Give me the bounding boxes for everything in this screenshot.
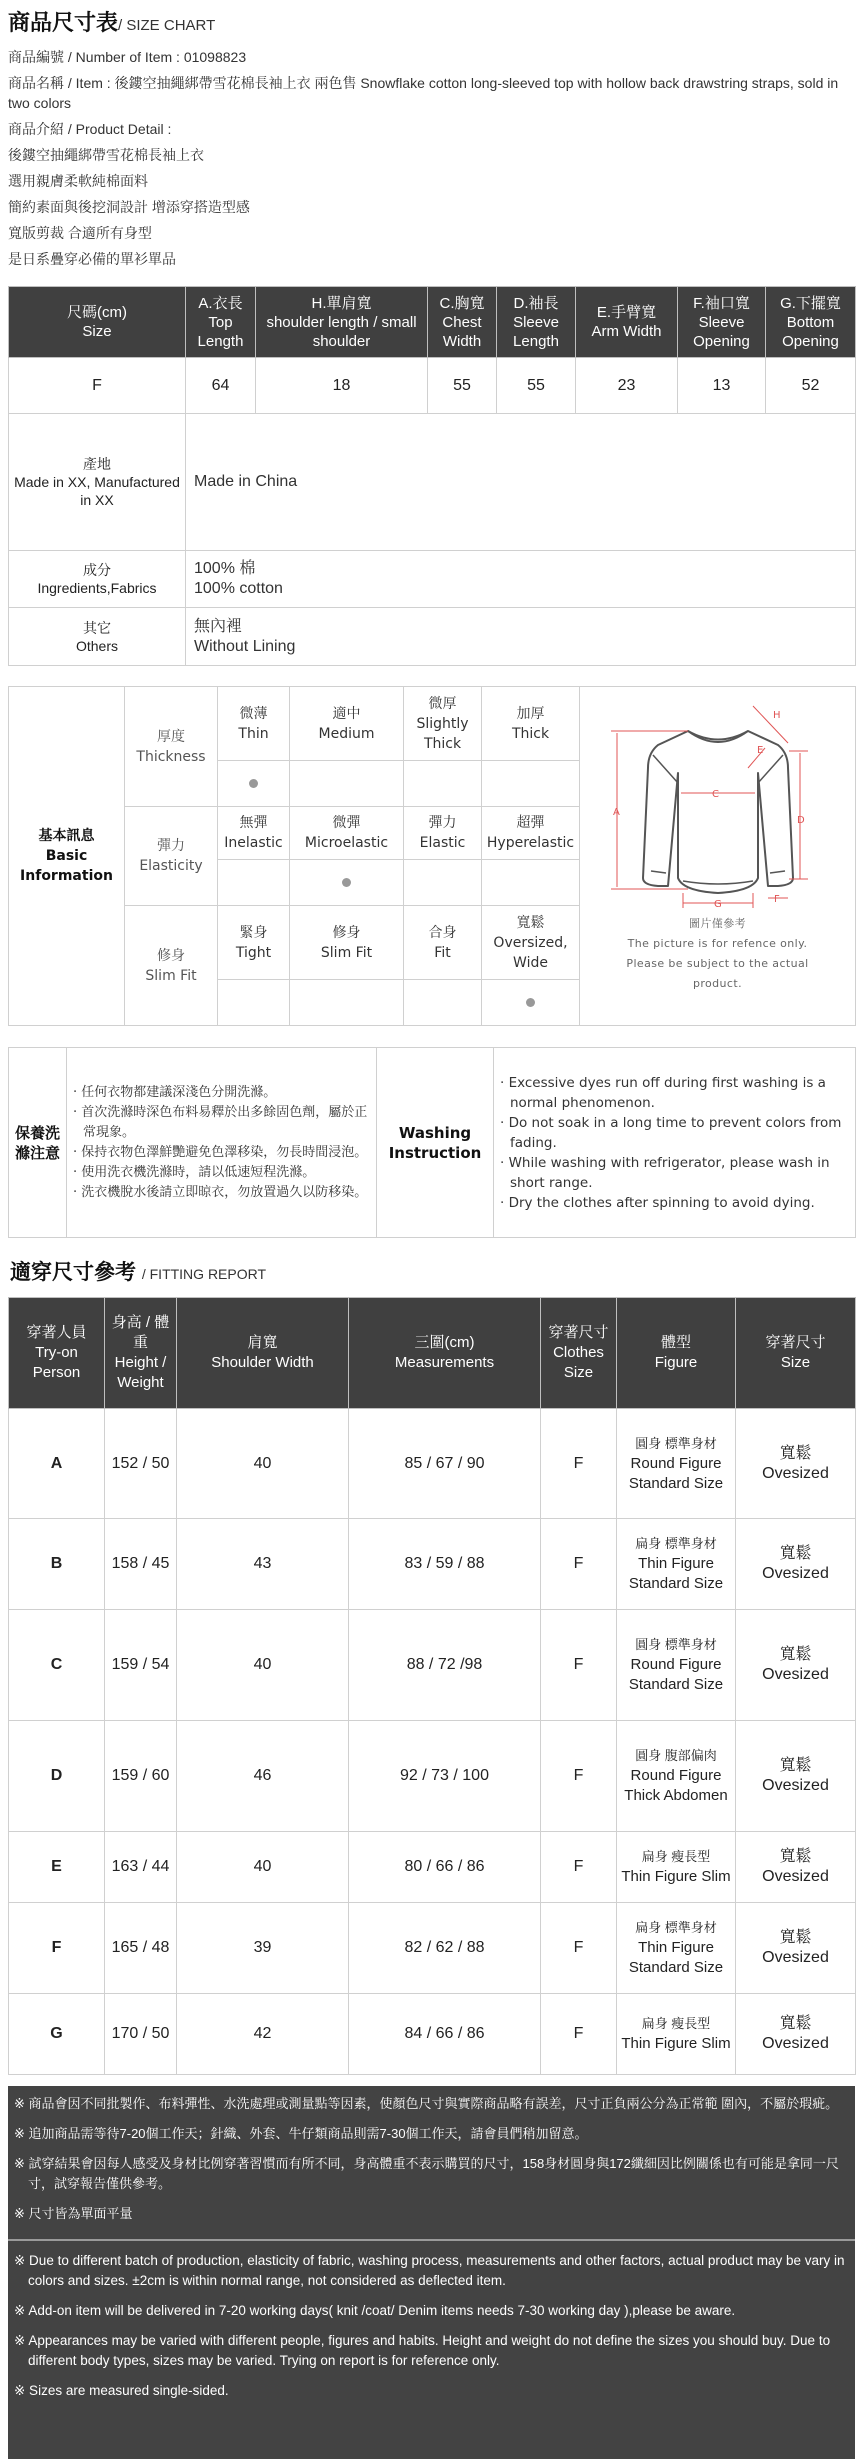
note-item: ※ 追加商品需等待7-20個工作天；針織、外套、牛仔類商品則需7-30個工作天，請會員們稍加留意。: [14, 2126, 588, 2141]
header-chest-width: C.胸寬 Chest Width: [428, 287, 497, 358]
note-item: ※ Sizes are measured single-sided.: [14, 2383, 229, 2398]
basic-info-table: [8, 686, 856, 1026]
header-size: 尺碼(cm) Size: [9, 287, 186, 358]
detail-line: 後鏤空抽繩綁帶雪花棉長袖上衣: [8, 147, 204, 163]
origin-label: 產地 Made in XX, Manufactured in XX: [9, 414, 186, 551]
measurement-diagram: [580, 687, 856, 1026]
fitting-row: A 152 / 50 40 85 / 67 / 90 F 圓身 標準身材 Round Figure Standard Size 寬鬆 Ovesized: [9, 1409, 856, 1519]
fitting-row: E 163 / 44 40 80 / 66 / 86 F 扁身 瘦長型 Thin Figure Slim 寬鬆 Ovesized: [9, 1832, 856, 1903]
notes-zh: [8, 2086, 855, 2241]
size-chart-table: [8, 286, 856, 666]
option-tight: 緊身 Tight: [218, 906, 290, 980]
thickness-selected-thin: [218, 761, 290, 807]
fit-selected-oversized: [482, 980, 580, 1026]
elasticity-selected-microelastic: [290, 860, 404, 906]
product-detail-label: 商品介紹 / Product Detail :: [8, 121, 172, 137]
svg-text:E: E: [756, 745, 763, 756]
others-value: 無內裡 Without Lining: [186, 608, 856, 666]
fabric-value: 100% 棉 100% cotton: [186, 551, 856, 608]
selected-dot-icon: [249, 779, 258, 788]
header-shoulder-width: 肩寬 Shoulder Width: [177, 1298, 349, 1409]
note-item: ※ Due to different batch of production, elasticity of fabric, washing process, measurements and other factors, actual product may be vary in colors and sizes. ±2cm is within normal range, not considered as deflected item.: [14, 2253, 845, 2288]
selected-dot-icon: [526, 998, 535, 1007]
fitting-row: B 158 / 45 43 83 / 59 / 88 F 扁身 標準身材 Thin Figure Standard Size 寬鬆 Ovesized: [9, 1519, 856, 1610]
cell-size: F: [9, 358, 186, 414]
svg-text:F: F: [773, 894, 780, 905]
option-oversized: 寬鬆 Oversized, Wide: [482, 906, 580, 980]
header-measurements: 三圍(cm) Measurements: [349, 1298, 541, 1409]
cell-sleeve-opening: 13: [678, 358, 766, 414]
washing-head-en: Washing Instruction: [377, 1048, 494, 1238]
cell-arm-width: 23: [576, 358, 678, 414]
note-item: ※ Appearances may be varied with different people, figures and habits. Height and weight do not define the sizes you should buy. Due to different body types, sizes may be varied. Trying on report is for reference only.: [14, 2333, 831, 2368]
item-number: 商品編號 / Number of Item : 01098823: [8, 49, 247, 65]
origin-value: Made in China: [186, 414, 856, 551]
option-thin: 微薄 Thin: [218, 687, 290, 761]
others-row: [9, 608, 856, 666]
header-sleeve-length: D.袖長 Sleeve Length: [497, 287, 576, 358]
fitting-header: [9, 1298, 856, 1409]
cell-shoulder: 18: [256, 358, 428, 414]
note-item: ※ Add-on item will be delivered in 7-20 working days( knit /coat/ Denim items needs 7-30 working day ),please be aware.: [14, 2303, 736, 2318]
notes-box: [8, 2086, 855, 2459]
cell-bottom-opening: 52: [766, 358, 856, 414]
header-bottom-opening: G.下擺寬 Bottom Opening: [766, 287, 856, 358]
detail-line: 是日系疊穿必備的單衫單品: [8, 251, 176, 267]
cell-sleeve-length: 55: [497, 358, 576, 414]
option-hyperelastic: 超彈 Hyperelastic: [482, 807, 580, 860]
header-sleeve-opening: F.袖口寬 Sleeve Opening: [678, 287, 766, 358]
svg-text:D: D: [796, 815, 805, 826]
others-label: 其它 Others: [9, 608, 186, 666]
cell-chest-width: 55: [428, 358, 497, 414]
basic-info-title: 基本訊息 Basic Information: [9, 687, 125, 1026]
category-slim-fit: 修身 Slim Fit: [125, 906, 218, 1026]
fitting-row: G 170 / 50 42 84 / 66 / 86 F 扁身 瘦長型 Thin Figure Slim 寬鬆 Ovesized: [9, 1994, 856, 2075]
washing-list-zh: · 任何衣物都建議深淺色分開洗滌。 · 首次洗滌時深色布料易釋於出多餘固色劑，屬於正常現象。 · 保持衣物色澤鮮艷避免色澤移染，勿長時間浸泡。 · 使用洗衣機洗滌時，請以低速短程洗滌。 · 洗衣機脫水後請立即晾衣，勿放置過久以防移染。: [67, 1048, 377, 1238]
detail-line: 寬版剪裁 合適所有身型: [8, 225, 152, 241]
option-thick: 加厚 Thick: [482, 687, 580, 761]
svg-text:G: G: [713, 899, 722, 908]
header-shoulder: H.單肩寬 shoulder length / small shoulder: [256, 287, 428, 358]
header-clothes-size: 穿著尺寸 Clothes Size: [541, 1298, 617, 1409]
fitting-row: F 165 / 48 39 82 / 62 / 88 F 扁身 標準身材 Thin Figure Standard Size 寬鬆 Ovesized: [9, 1903, 856, 1994]
washing-list-en: · Excessive dyes run off during first washing is a normal phenomenon. · Do not soak in a long time to prevent colors from fading. · While washing with refrigerator, please wash in short range. · Dry the clothes after spinning to avoid dying.: [494, 1048, 856, 1238]
svg-text:A: A: [612, 807, 620, 818]
cell-top-length: 64: [186, 358, 256, 414]
fitting-report-title: 適穿尺寸參考 / FITTING REPORT: [10, 1261, 267, 1284]
notes-en: [8, 2241, 855, 2401]
option-medium: 適中 Medium: [290, 687, 404, 761]
header-arm-width: E.手臂寬 Arm Width: [576, 287, 678, 358]
fitting-row: D 159 / 60 46 92 / 73 / 100 F 圓身 腹部偏肉 Round Figure Thick Abdomen 寬鬆 Ovesized: [9, 1721, 856, 1832]
option-slightly-thick: 微厚 Slightly Thick: [404, 687, 482, 761]
header-top-length: A.衣長 Top Length: [186, 287, 256, 358]
fabric-label: 成分 Ingredients,Fabrics: [9, 551, 186, 608]
size-chart-title: 商品尺寸表/ SIZE CHART: [8, 10, 216, 35]
category-thickness: 厚度 Thickness: [125, 687, 218, 807]
fitting-row: C 159 / 54 40 88 / 72 /98 F 圓身 標準身材 Round Figure Standard Size 寬鬆 Ovesized: [9, 1610, 856, 1721]
size-chart-header: [9, 287, 856, 358]
fitting-report-table: [8, 1297, 856, 2075]
option-microelastic: 微彈 Microelastic: [290, 807, 404, 860]
fabric-row: [9, 551, 856, 608]
note-item: ※ 尺寸皆為單面平量: [14, 2206, 133, 2221]
size-row: [9, 358, 856, 414]
item-name: 商品名稱 / Item : 後鏤空抽繩綁帶雪花棉長袖上衣 兩色售 Snowflake cotton long-sleeved top with hollow back drawstring straps, sold in two colors: [8, 75, 839, 111]
option-slim-fit: 修身 Slim Fit: [290, 906, 404, 980]
washing-table: [8, 1047, 856, 1238]
header-person: 穿著人員 Try-on Person: [9, 1298, 105, 1409]
origin-row: [9, 414, 856, 551]
header-height-weight: 身高 / 體重 Height / Weight: [105, 1298, 177, 1409]
header-figure: 體型 Figure: [617, 1298, 736, 1409]
selected-dot-icon: [342, 878, 351, 887]
option-fit: 合身 Fit: [404, 906, 482, 980]
category-elasticity: 彈力 Elasticity: [125, 807, 218, 906]
diagram-caption: 圖片僅參考 The picture is for refence only. Please be subject to the actual product.: [626, 917, 809, 990]
note-item: ※ 商品會因不同批製作、布料彈性、水洗處理或測量點等因素，使顏色尺寸與實際商品略有誤差，尺寸正負兩公分為正常範 圍內，不屬於瑕疵。: [14, 2096, 839, 2111]
note-item: ※ 試穿結果會因每人感受及身材比例穿著習慣而有所不同，身高體重不表示購買的尺寸，158身材圓身與172纖細因比例關係也有可能是拿同一尺寸，試穿報告僅供參考。: [14, 2156, 839, 2191]
option-inelastic: 無彈 Inelastic: [218, 807, 290, 860]
option-elastic: 彈力 Elastic: [404, 807, 482, 860]
washing-head-zh: 保養洗滌注意: [9, 1048, 67, 1238]
detail-line: 簡約素面與後挖洞設計 增添穿搭造型感: [8, 199, 250, 215]
svg-text:C: C: [711, 789, 719, 800]
product-intro: [8, 8, 858, 269]
sweater-diagram-icon: [593, 693, 843, 908]
svg-text:H: H: [772, 710, 781, 721]
header-size: 穿著尺寸 Size: [736, 1298, 856, 1409]
detail-line: 選用親膚柔軟純棉面料: [8, 173, 148, 189]
